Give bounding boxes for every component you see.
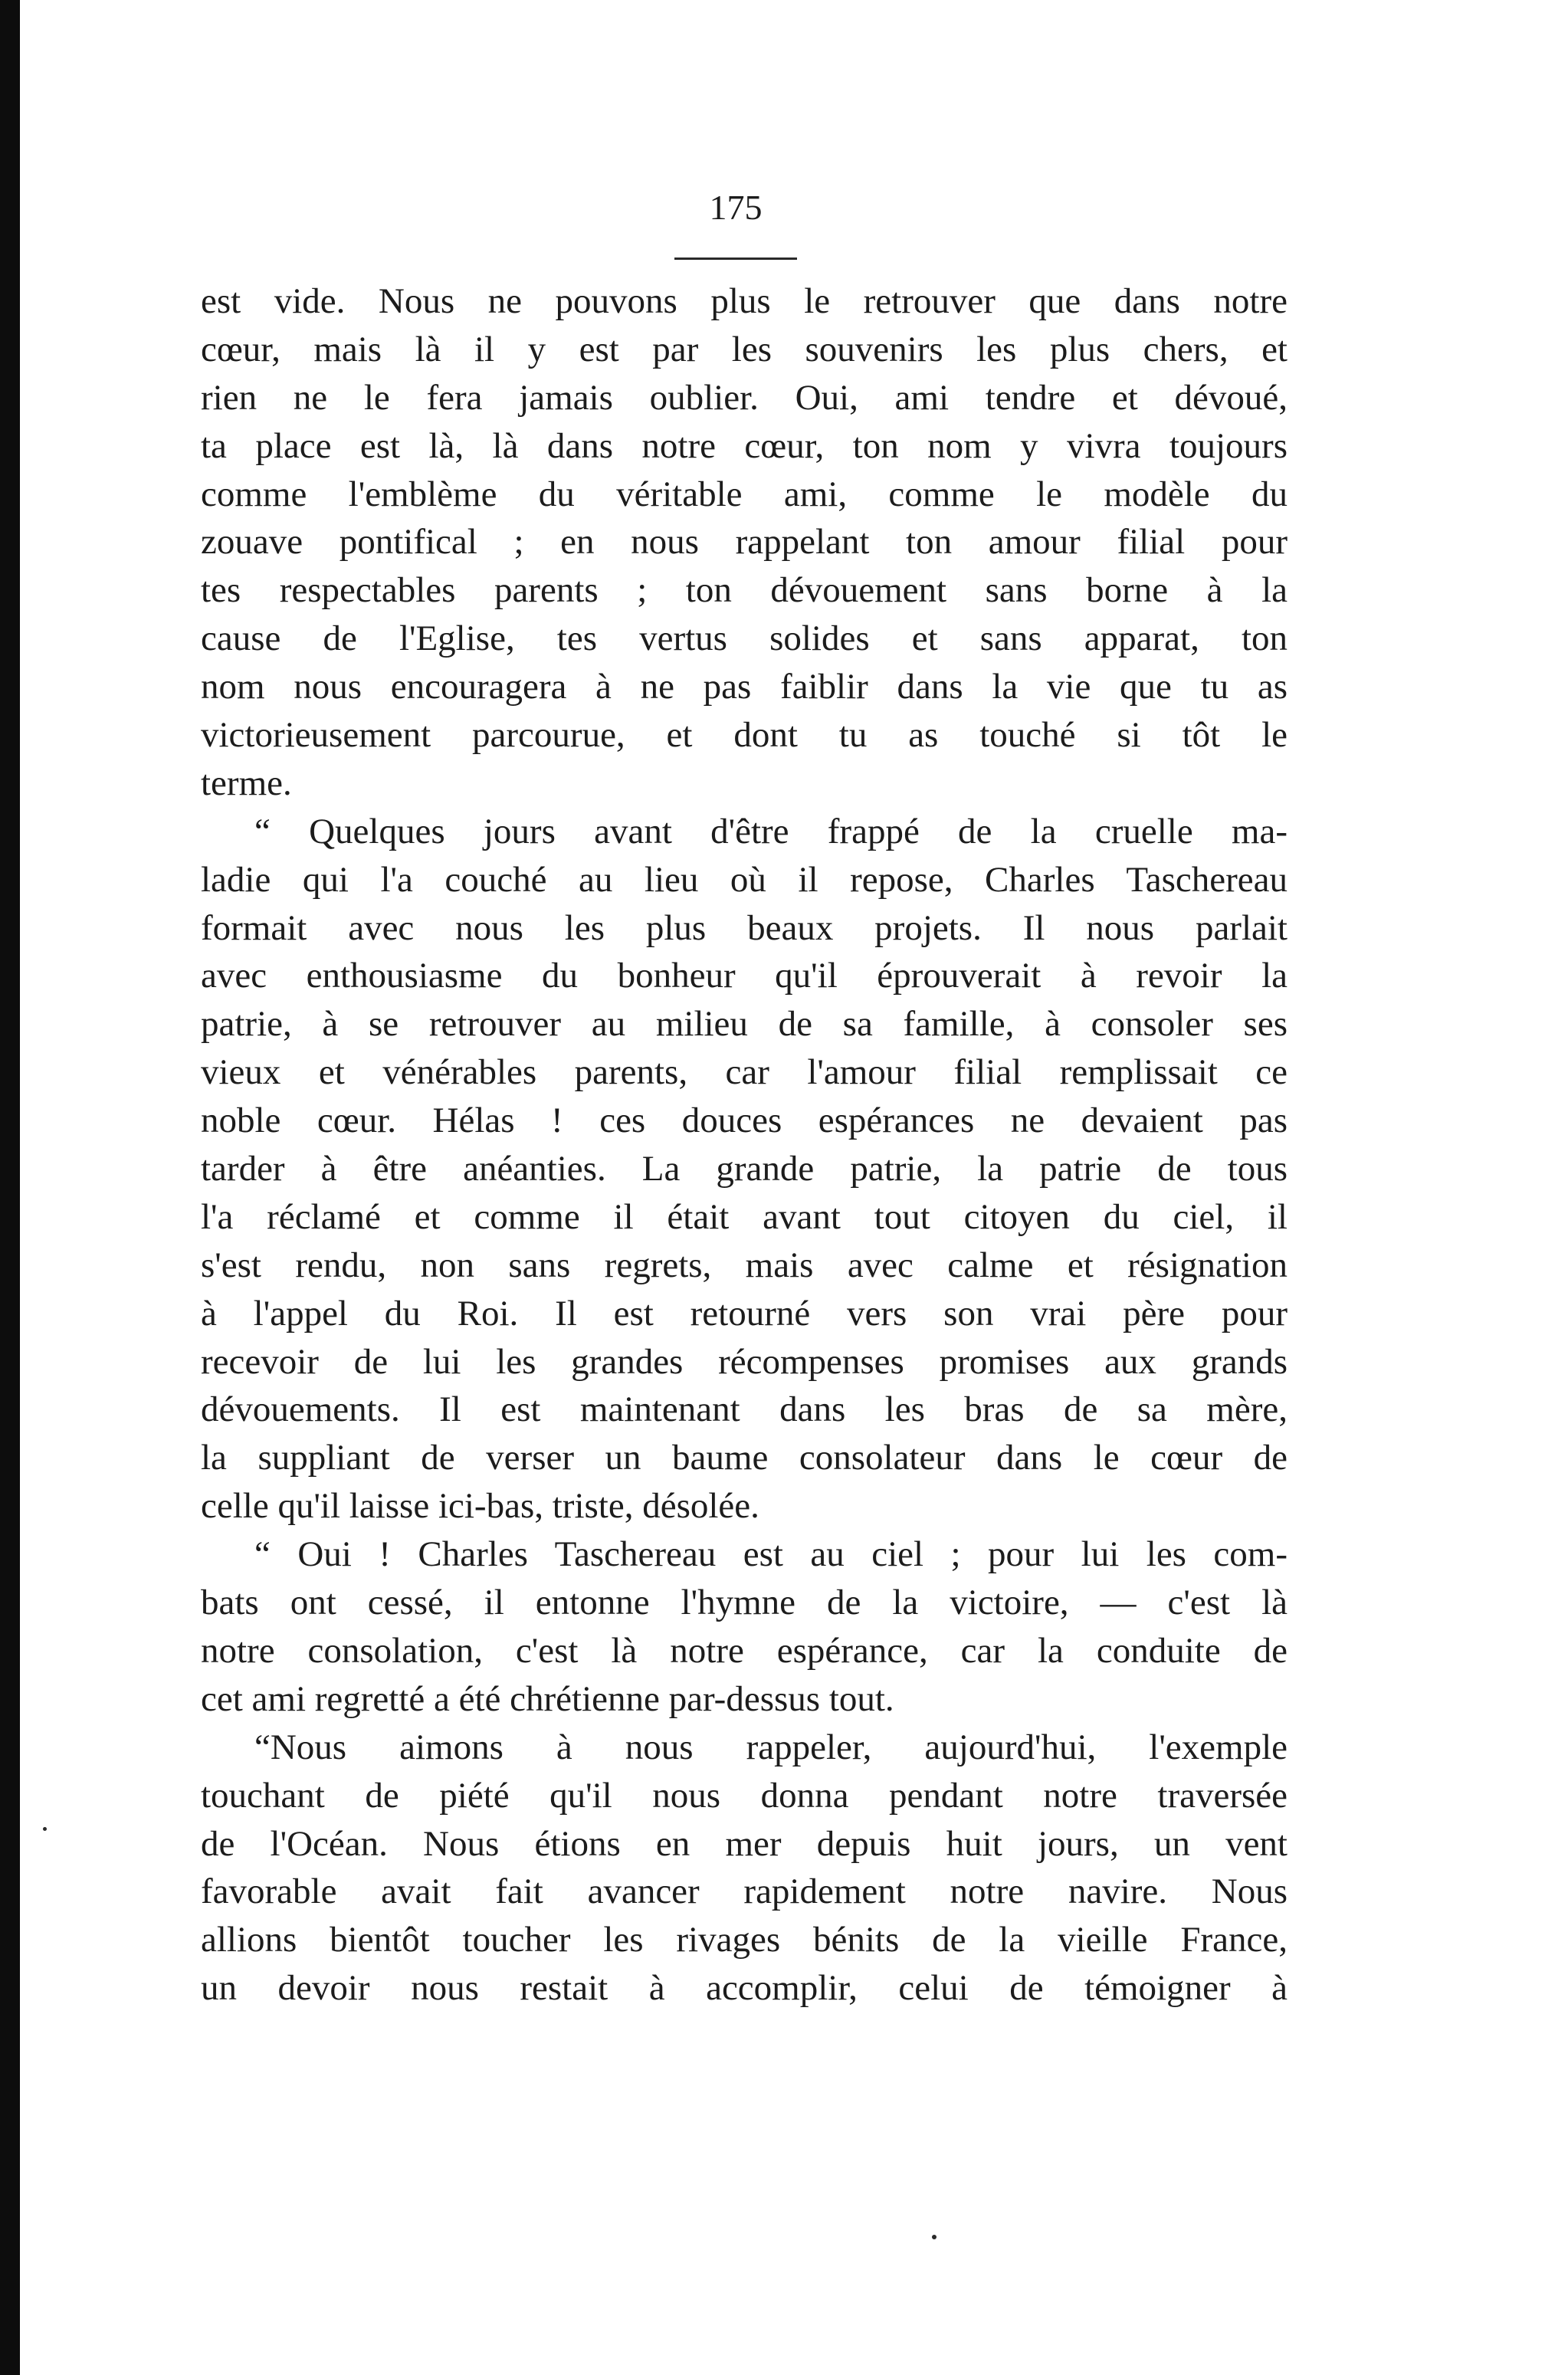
text-line: un devoir nous restait à accomplir, celui de témoigner à (201, 1968, 1288, 2009)
text-line: bats ont cessé, il entonne l'hymne de la victoire, — c'est là (201, 1583, 1288, 1623)
text-line: tes respectables parents ; ton dévouement sans borne à la (201, 570, 1288, 611)
text-line: favorable avait fait avancer rapidement notre navire. Nous (201, 1871, 1288, 1912)
text-line: zouave pontifical ; en nous rappelant ton amour filial pour (201, 522, 1288, 563)
text-line: ta place est là, là dans notre cœur, ton nom y vivra toujours (201, 425, 1288, 466)
text-line: s'est rendu, non sans regrets, mais avec calme et résignation (201, 1245, 1288, 1285)
text-line: notre consolation, c'est là notre espérance, car la conduite de (201, 1630, 1288, 1671)
text-line: avec enthousiasme du bonheur qu'il éprouverait à revoir la (201, 956, 1288, 996)
stray-ink-mark (43, 1827, 47, 1831)
text-line: touchant de piété qu'il nous donna pendant notre traversée (201, 1775, 1288, 1816)
page-edge-shadow (0, 0, 20, 2375)
text-line: est vide. Nous ne pouvons plus le retrouver que dans notre (201, 281, 1288, 321)
text-line: “ Oui ! Charles Taschereau est au ciel ; pour lui les com- (254, 1534, 1288, 1575)
text-line: “Nous aimons à nous rappeler, aujourd'hui, l'exemple (254, 1727, 1288, 1767)
text-line: celle qu'il laisse ici-bas, triste, désolée. (201, 1486, 759, 1527)
text-line: cœur, mais là il y est par les souvenirs les plus chers, et (201, 329, 1288, 369)
text-line: formait avec nous les plus beaux projets. Il nous parlait (201, 907, 1288, 948)
stray-ink-mark (932, 2235, 937, 2239)
text-line: “ Quelques jours avant d'être frappé de la cruelle ma- (254, 811, 1288, 851)
text-line: la suppliant de verser un baume consolateur dans le cœur de (201, 1438, 1288, 1478)
text-line: l'a réclamé et comme il était avant tout citoyen du ciel, il (201, 1196, 1288, 1237)
text-line: allions bientôt toucher les rivages bénits de la vieille France, (201, 1920, 1288, 1960)
text-line: tarder à être anéanties. La grande patrie, la patrie de tous (201, 1149, 1288, 1189)
text-line: recevoir de lui les grandes récompenses promises aux grands (201, 1341, 1288, 1382)
text-line: nom nous encouragera à ne pas faiblir dans la vie que tu as (201, 667, 1288, 707)
text-line: ladie qui l'a couché au lieu où il repose, Charles Taschereau (201, 859, 1288, 900)
text-line: de l'Océan. Nous étions en mer depuis huit jours, un vent (201, 1823, 1288, 1864)
page-number: 175 (709, 188, 763, 227)
page-number-rule (674, 258, 797, 260)
text-line: comme l'emblème du véritable ami, comme le modèle du (201, 474, 1288, 514)
text-line: dévouements. Il est maintenant dans les bras de sa mère, (201, 1389, 1288, 1430)
text-line: vieux et vénérables parents, car l'amour filial remplissait ce (201, 1052, 1288, 1093)
text-line: rien ne le fera jamais oublier. Oui, ami tendre et dévoué, (201, 377, 1288, 418)
text-line: cause de l'Eglise, tes vertus solides et sans apparat, ton (201, 618, 1288, 659)
text-line: à l'appel du Roi. Il est retourné vers son vrai père pour (201, 1293, 1288, 1333)
text-line: patrie, à se retrouver au milieu de sa famille, à consoler ses (201, 1004, 1288, 1045)
text-line: noble cœur. Hélas ! ces douces espérances ne devaient pas (201, 1101, 1288, 1141)
text-line: terme. (201, 763, 292, 803)
body-text (201, 277, 1288, 2013)
text-line: cet ami regretté a été chrétienne par-dessus tout. (201, 1678, 894, 1719)
text-line: victorieusement parcourue, et dont tu as touché si tôt le (201, 715, 1288, 756)
